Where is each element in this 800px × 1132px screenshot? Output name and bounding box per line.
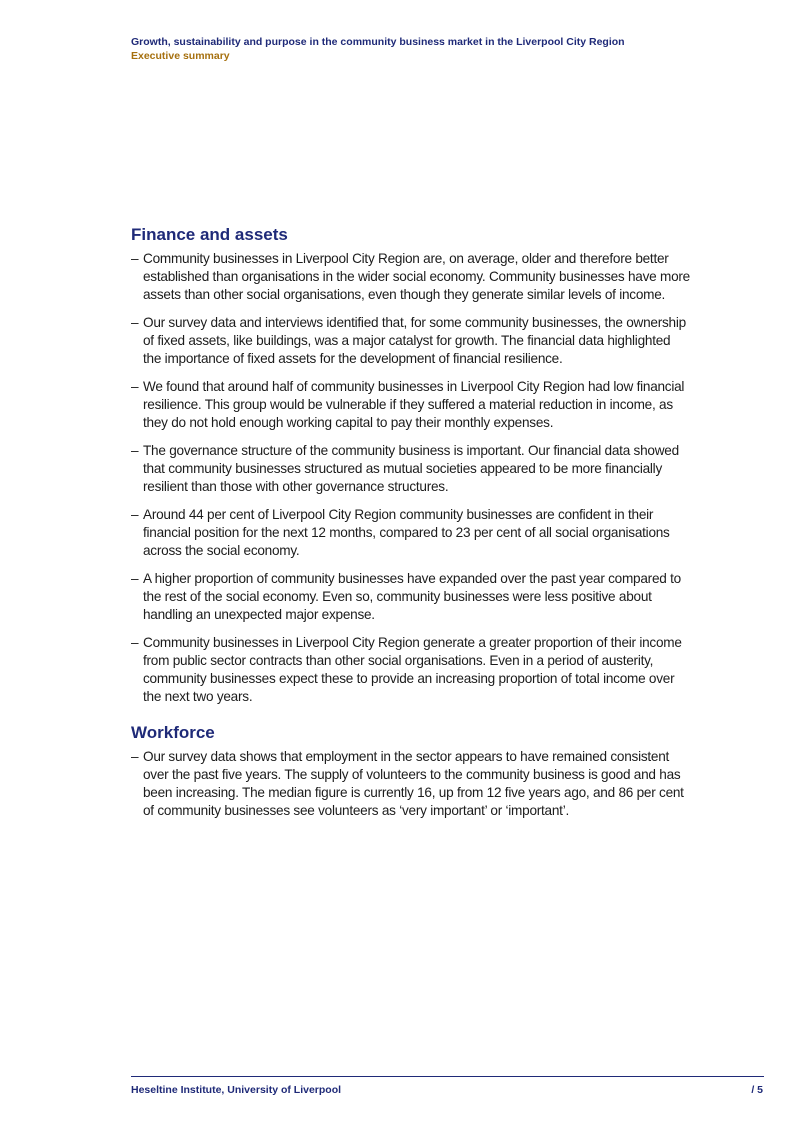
list-item: – We found that around half of community businesses in Liverpool City Region had low financial resilience. This group would be vulnerable if they suffered a material reduction in income, as they do not hold enough working capital to pay their monthly expenses. [131,378,691,432]
list-item: – Our survey data and interviews identified that, for some community businesses, the ownership of fixed assets, like buildings, was a major catalyst for growth. The financial data highlighted the importance of fixed assets for the development of financial resilience. [131,314,691,368]
list-item: – Our survey data shows that employment in the sector appears to have remained consistent over the past five years. The supply of volunteers to the community business is good and has been increasing. The median figure is currently 16, up from 12 five years ago, and 86 per cent of community businesses see volunteers as ‘very important’ or ‘important’. [131,748,691,820]
list-item: – A higher proportion of community businesses have expanded over the past year compared to the rest of the social economy. Even so, community businesses were less positive about handling an unexpected major expense. [131,570,691,624]
workforce-bullet-list [131,748,691,820]
list-item: – Community businesses in Liverpool City Region are, on average, older and therefore better established than organisations in the wider social economy. Community businesses have more assets than other social organisations, even though they generate similar levels of income. [131,250,691,304]
page-number: / 5 [751,1084,763,1096]
footer-organisation: Heseltine Institute, University of Liverpool [131,1084,342,1096]
workforce-heading: Workforce [131,723,215,742]
footer-divider [131,1076,764,1077]
report-title: Growth, sustainability and purpose in the community business market in the Liverpool City Region [131,36,625,48]
list-item: – The governance structure of the community business is important. Our financial data showed that community businesses structured as mutual societies appeared to be more financially resilient than those with other governance structures. [131,442,691,496]
finance-bullet-list [131,250,691,706]
main-content [131,224,691,830]
list-item: – Community businesses in Liverpool City Region generate a greater proportion of their income from public sector contracts than other social organisations. Even in a period of austerity, community businesses expect these to provide an increasing proportion of total income over the next two years. [131,634,691,706]
running-header [131,35,771,63]
finance-heading: Finance and assets [131,225,288,244]
section-label: Executive summary [131,50,230,62]
list-item: – Around 44 per cent of Liverpool City Region community businesses are confident in their financial position for the next 12 months, compared to 23 per cent of all social organisations across the social economy. [131,506,691,560]
